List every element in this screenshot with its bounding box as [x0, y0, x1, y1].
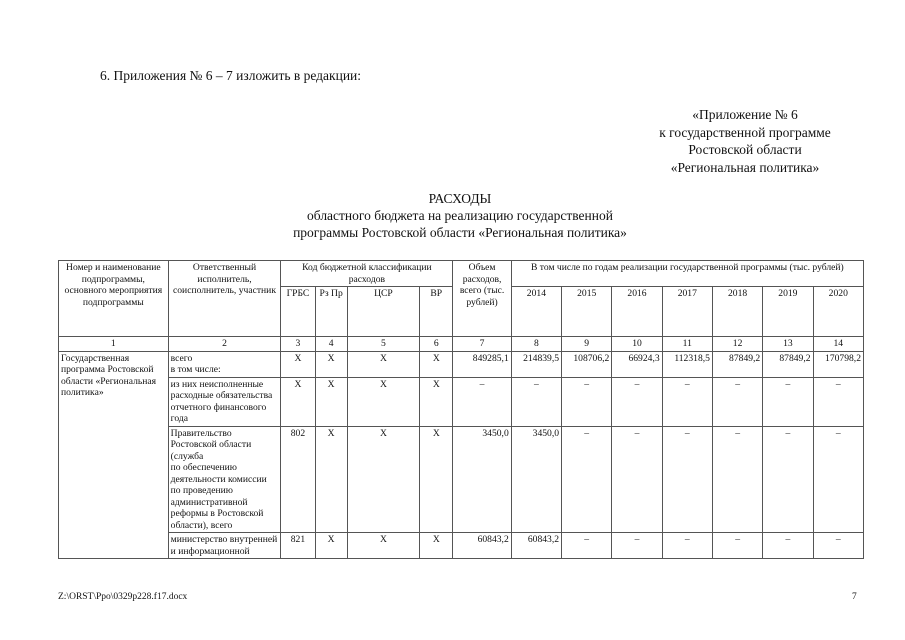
- executor-cell: министерство внутренней и информационной: [168, 533, 281, 559]
- grbs-cell: X: [281, 377, 315, 426]
- year-cell: 87849,2: [763, 351, 813, 377]
- executor-cell: Правительство Ростовской области (служба по обеспечению деятельности комиссии по проведению административной реформы в Ростовской области), всего: [168, 426, 281, 533]
- header-year: 2019: [763, 287, 813, 337]
- year-cell: –: [662, 426, 712, 533]
- column-number: 9: [562, 337, 612, 352]
- year-cell: 112318,5: [662, 351, 712, 377]
- rzpr-cell: X: [315, 351, 347, 377]
- rzpr-cell: X: [315, 533, 347, 559]
- header-program: Номер и наименование подпрограммы, основного мероприятия подпрограммы: [59, 261, 169, 337]
- table-body: [59, 351, 864, 559]
- year-cell: –: [511, 377, 561, 426]
- year-cell: 108706,2: [562, 351, 612, 377]
- header-grbs: ГРБС: [281, 287, 315, 337]
- appendix-line: Ростовской области: [688, 142, 802, 157]
- header-rzpr: Рз Пр: [315, 287, 347, 337]
- csr-cell: X: [347, 351, 419, 377]
- year-cell: –: [813, 426, 863, 533]
- header-year: 2017: [662, 287, 712, 337]
- rzpr-cell: X: [315, 377, 347, 426]
- year-cell: –: [662, 533, 712, 559]
- header-executor: Ответственный исполнитель, соисполнитель, участник: [168, 261, 281, 337]
- year-cell: 87849,2: [712, 351, 762, 377]
- column-number: 2: [168, 337, 281, 352]
- header-year: 2018: [712, 287, 762, 337]
- grbs-cell: 802: [281, 426, 315, 533]
- table-row: [59, 533, 864, 559]
- year-cell: 170798,2: [813, 351, 863, 377]
- total-cell: 849285,1: [453, 351, 511, 377]
- column-number: 10: [612, 337, 662, 352]
- title-line: РАСХОДЫ: [428, 191, 492, 206]
- vr-cell: X: [420, 377, 453, 426]
- year-cell: 3450,0: [511, 426, 561, 533]
- csr-cell: X: [347, 426, 419, 533]
- column-number: 6: [420, 337, 453, 352]
- program-name-cell: Государственная программа Ростовской области «Региональная политика»: [59, 351, 169, 559]
- intro-text: 6. Приложения № 6 – 7 изложить в редакции:: [100, 68, 362, 83]
- appendix-line: к государственной программе: [659, 124, 831, 140]
- column-number: 14: [813, 337, 863, 352]
- year-cell: –: [612, 426, 662, 533]
- year-cell: –: [813, 533, 863, 559]
- column-number: 4: [315, 337, 347, 352]
- header-years-group: В том числе по годам реализации государственной программы (тыс. рублей): [511, 261, 863, 287]
- header-total: Объем расходов, всего (тыс. рублей): [453, 261, 511, 337]
- column-number: 7: [453, 337, 511, 352]
- appendix-header: [620, 106, 870, 176]
- vr-cell: X: [420, 426, 453, 533]
- document-title: [220, 190, 700, 241]
- column-number: 11: [662, 337, 712, 352]
- year-cell: –: [712, 426, 762, 533]
- grbs-cell: X: [281, 351, 315, 377]
- header-csr: ЦСР: [347, 287, 419, 337]
- year-cell: 60843,2: [511, 533, 561, 559]
- csr-cell: X: [347, 533, 419, 559]
- year-cell: –: [712, 533, 762, 559]
- header-row: [59, 261, 864, 287]
- expenses-table-container: [58, 260, 864, 580]
- table-row: [59, 351, 864, 377]
- vr-cell: X: [420, 533, 453, 559]
- header-year: 2014: [511, 287, 561, 337]
- year-cell: –: [612, 377, 662, 426]
- year-cell: –: [662, 377, 712, 426]
- year-cell: –: [712, 377, 762, 426]
- table-row: [59, 426, 864, 533]
- vr-cell: X: [420, 351, 453, 377]
- title-line: программы Ростовской области «Региональная политика»: [293, 225, 627, 240]
- column-number: 5: [347, 337, 419, 352]
- table-row: [59, 377, 864, 426]
- year-cell: –: [763, 533, 813, 559]
- appendix-line: «Приложение № 6: [692, 107, 798, 122]
- year-cell: –: [562, 377, 612, 426]
- year-cell: 66924,3: [612, 351, 662, 377]
- header-vr: ВР: [420, 287, 453, 337]
- year-cell: –: [763, 377, 813, 426]
- year-cell: 214839,5: [511, 351, 561, 377]
- total-cell: 60843,2: [453, 533, 511, 559]
- year-cell: –: [562, 533, 612, 559]
- header-year: 2016: [612, 287, 662, 337]
- year-cell: –: [813, 377, 863, 426]
- appendix-line: «Региональная политика»: [670, 159, 820, 175]
- year-cell: –: [763, 426, 813, 533]
- header-year: 2020: [813, 287, 863, 337]
- executor-cell: всего в том числе:: [168, 351, 281, 377]
- header-budget-codes: Код бюджетной классификации расходов: [281, 261, 453, 287]
- column-number-row: [59, 337, 864, 352]
- grbs-cell: 821: [281, 533, 315, 559]
- total-cell: 3450,0: [453, 426, 511, 533]
- column-number: 8: [511, 337, 561, 352]
- year-cell: –: [562, 426, 612, 533]
- column-number: 13: [763, 337, 813, 352]
- executor-cell: из них неисполненные расходные обязательства отчетного финансового года: [168, 377, 281, 426]
- total-cell: –: [453, 377, 511, 426]
- expenses-table: [58, 260, 864, 559]
- column-number: 12: [712, 337, 762, 352]
- page-number: 7: [852, 592, 857, 602]
- footer-file-path: Z:\ORST\Ppo\0329p228.f17.docx: [58, 592, 188, 602]
- csr-cell: X: [347, 377, 419, 426]
- column-number: 1: [59, 337, 169, 352]
- rzpr-cell: X: [315, 426, 347, 533]
- header-year: 2015: [562, 287, 612, 337]
- year-cell: –: [612, 533, 662, 559]
- title-line: областного бюджета на реализацию государственной: [307, 208, 613, 223]
- column-number: 3: [281, 337, 315, 352]
